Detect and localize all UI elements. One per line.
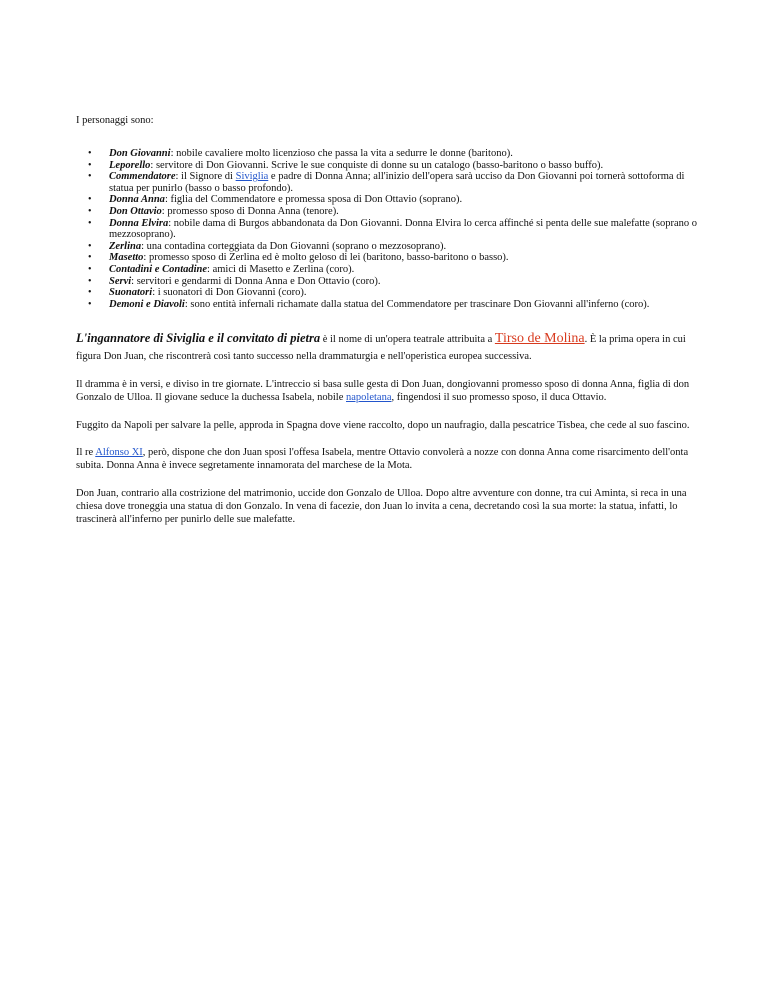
bullet-icon: • [88, 205, 92, 217]
paragraph-text: Il re [76, 447, 96, 459]
list-item [76, 276, 698, 288]
character-desc: : amici di Masetto e Zerlina (coro). [207, 263, 355, 275]
character-name: Donna Elvira [109, 217, 169, 229]
bullet-icon: • [88, 287, 92, 299]
characters-list [76, 148, 698, 310]
bullet-icon: • [88, 240, 92, 252]
character-desc: : sono entità infernali richamate dalla statua del Commendatore per trascinare Don Giovanni all'inferno (coro). [184, 298, 650, 310]
lead-text-cont: . È la prima opera in cui figura Don Juan, che riscontrerà così tanto successo nella drammaturgia e nell'operistica europea successiva. [76, 334, 686, 363]
character-desc: : nobile cavaliere molto licenzioso che passa la vita a sedurre le donne (baritono). [170, 148, 513, 159]
list-item [76, 218, 698, 241]
siviglia-link[interactable]: Siviglia [235, 171, 269, 183]
list-item [76, 148, 698, 160]
alfonso-xi-link[interactable]: Alfonso XI [95, 447, 143, 459]
list-item [76, 194, 698, 206]
list-item [76, 160, 698, 172]
bullet-icon: • [88, 159, 92, 171]
character-name: Don Ottavio [109, 205, 162, 217]
bullet-icon: • [88, 148, 92, 159]
character-desc-cont: e padre di Donna Anna; all'inizio dell'opera sarà ucciso da Don Giovanni poi tornerà sottoforma di statua per punirlo (basso o basso profondo). [109, 171, 685, 194]
character-name: Demoni e Diavoli [109, 298, 185, 310]
character-desc: : nobile dama di Burgos abbandonata da Don Giovanni. Donna Elvira lo cerca affinché si penta delle sue malefatte (soprano o mezzosoprano). [109, 217, 698, 241]
character-name: Zerlina [109, 240, 142, 252]
character-desc: : promesso sposo di Donna Anna (tenore). [161, 205, 339, 217]
character-name: Leporello [109, 159, 151, 171]
work-title: L'ingannatore di Siviglia e il convitato di pietra [76, 331, 321, 346]
character-name: Commendatore [109, 171, 176, 183]
list-item [76, 171, 698, 194]
napoletana-link[interactable]: napoletana [346, 392, 392, 404]
character-name: Donna Anna [109, 194, 165, 206]
paragraph-text: Il dramma è in versi, e diviso in tre giornate. L'intreccio si basa sulle gesta di Don Juan, dongiovanni promesso sposo di donna Anna, figlia di don Gonzalo de Ulloa. Il giovane seduce la duchessa Isabela, nobile [76, 379, 690, 404]
character-desc: : il Signore di [175, 171, 236, 183]
intro-text: I personaggi sono: [76, 115, 154, 126]
lead-paragraph [76, 330, 698, 365]
list-item [76, 287, 698, 299]
character-name: Suonatori [109, 287, 153, 299]
bullet-icon: • [88, 298, 92, 310]
list-item [76, 241, 698, 253]
character-name: Masetto [109, 252, 144, 264]
bullet-icon: • [88, 171, 92, 183]
character-desc: : servitori e gendarmi di Donna Anna e Don Ottavio (coro). [131, 275, 381, 287]
character-name: Contadini e Contadine [109, 263, 208, 275]
paragraph-plot [76, 378, 698, 404]
bullet-icon: • [88, 275, 92, 287]
character-desc: : figlia del Commendatore e promessa sposa di Don Ottavio (soprano). [164, 194, 463, 206]
bullet-icon: • [88, 263, 92, 275]
paragraph-text-cont: , fingendosi il suo promesso sposo, il duca Ottavio. [391, 392, 607, 404]
lead-text: è il nome di un'opera teatrale attribuita a [320, 334, 495, 346]
bullet-icon: • [88, 217, 92, 229]
paragraph-escape: Fuggito da Napoli per salvare la pelle, approda in Spagna dove viene raccolto, dopo un naufragio, dalla pescatrice Tisbea, che cede al suo fascino. [76, 419, 690, 431]
list-item [76, 206, 698, 218]
list-item [76, 252, 698, 264]
paragraph-king [76, 446, 698, 472]
character-desc: : servitore di Don Giovanni. Scrive le sue conquiste di donne su un catalogo (basso-baritono o basso buffo). [150, 159, 604, 171]
bullet-icon: • [88, 252, 92, 264]
character-name: Don Giovanni [109, 148, 171, 159]
list-item [76, 264, 698, 276]
character-desc: : una contadina corteggiata da Don Giovanni (soprano o mezzosoprano). [141, 240, 447, 252]
tirso-de-molina-link[interactable]: Tirso de Molina [494, 331, 585, 347]
list-item [76, 299, 698, 311]
character-name: Servi [109, 275, 132, 287]
paragraph-ending: Don Juan, contrario alla costrizione del matrimonio, uccide don Gonzalo de Ulloa. Dopo altre avventure con donne, tra cui Aminta, si reca in una chiesa dove troneggia una statua di don Gonzalo. In vena di facezie, don Juan lo invita a cena, decretando così la sua morte: la statua, infatti, lo trascinerà all'inferno per punirlo delle sue malefatte. [76, 487, 687, 525]
bullet-icon: • [88, 194, 92, 206]
character-desc: : i suonatori di Don Giovanni (coro). [152, 287, 307, 299]
paragraph-text-cont: , però, dispone che don Juan sposi l'offesa Isabela, mentre Ottavio convolerà a nozze con donna Anna come risarcimento dell'onta subita. Donna Anna è invece segretamente innamorata del marchese de la Mota. [76, 447, 689, 472]
character-desc: : promesso sposo di Zerlina ed è molto geloso di lei (baritono, basso-baritono o basso). [143, 252, 509, 264]
document-body [76, 114, 698, 540]
